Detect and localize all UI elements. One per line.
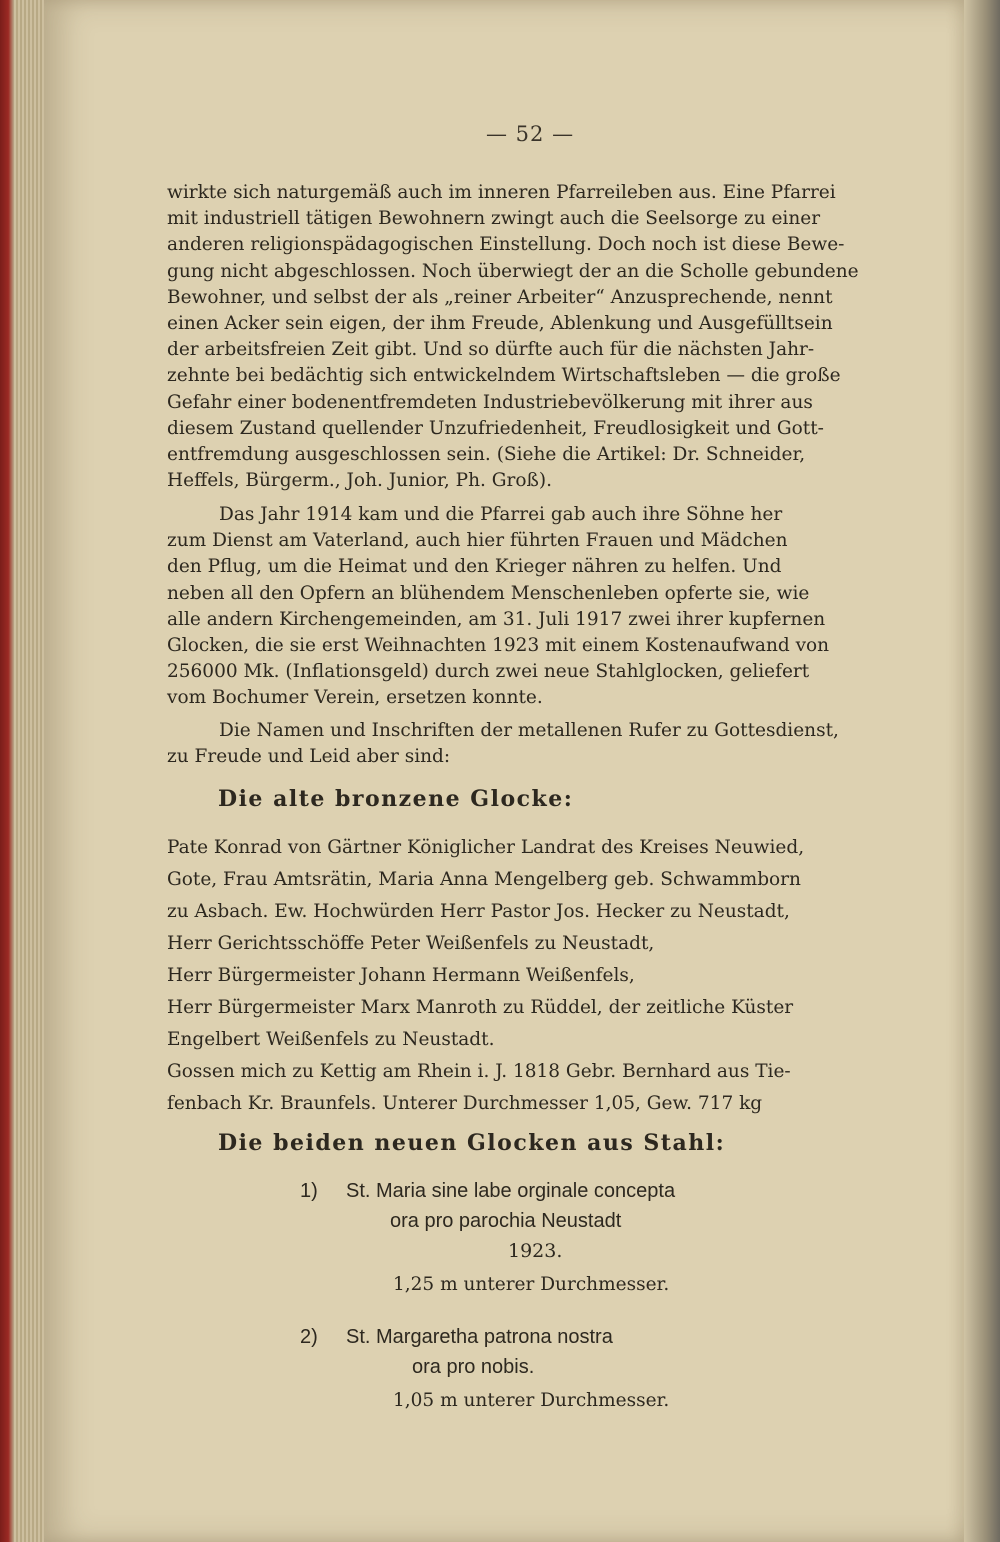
paragraph-line: der arbeitsfreien Zeit gibt. Und so dürfte auch für die nächsten Jahr- xyxy=(167,339,815,361)
bell-inscription-line: ora pro parochia Neustadt xyxy=(390,1210,622,1232)
paragraph-line: alle andern Kirchengemeinden, am 31. Juli 1917 zwei ihrer kupfernen xyxy=(167,608,826,630)
paragraph-line: wirkte sich naturgemäß auch im inneren Pfarreileben aus. Eine Pfarrei xyxy=(167,182,836,203)
paragraph-line: den Pflug, um die Heimat und den Krieger nähren zu helfen. Und xyxy=(167,556,782,578)
paragraph-line: 256000 Mk. (Inflationsgeld) durch zwei neue Stahlglocken, geliefert xyxy=(167,661,810,683)
bell-diameter: 1,05 m unterer Durchmesser. xyxy=(393,1390,670,1411)
paragraph-line: zu Freude und Leid aber sind: xyxy=(167,746,451,768)
sponsor-line: Herr Gerichtsschöffe Peter Weißenfels zu Neustadt, xyxy=(167,933,655,954)
paragraph-line: zum Dienst am Vaterland, auch hier führten Frauen und Mädchen xyxy=(167,530,788,552)
paragraph-line: neben all den Opfern an blühendem Menschenleben opferte sie, wie xyxy=(167,582,810,604)
sponsor-line: Herr Bürgermeister Marx Manroth zu Rüddel, der zeitliche Küster xyxy=(167,997,794,1018)
page-number: — 52 — xyxy=(486,122,575,146)
page-right-edge xyxy=(964,0,1000,1542)
paragraph-line: Gefahr einer bodenentfremdeten Industriebevölkerung mit ihrer aus xyxy=(167,391,813,413)
paragraph-line: Glocken, die sie erst Weihnachten 1923 mit einem Kostenaufwand von xyxy=(167,635,830,657)
paragraph-line: Die Namen und Inschriften der metallenen Rufer zu Gottesdienst, xyxy=(219,720,839,741)
paragraph-line: Bewohner, und selbst der als „reiner Arbeiter“ Anzusprechende, nennt xyxy=(167,286,833,308)
old-bell-sponsors xyxy=(167,832,905,1056)
old-bell-heading-wrap xyxy=(218,786,818,812)
bell-inscription: St. Maria sine labe orginale concepta xyxy=(346,1180,676,1202)
paragraph-line: Das Jahr 1914 kam und die Pfarrei gab auch ihre Söhne her xyxy=(219,504,783,525)
paragraph-line: anderen religionspädagogischen Einstellung. Doch noch ist diese Bewe- xyxy=(167,234,845,256)
bell-diameter: 1,25 m unterer Durchmesser. xyxy=(393,1274,670,1295)
paragraph-line: diesem Zustand quellender Unzufriedenheit, Freudlosigkeit und Gott- xyxy=(167,417,824,439)
bell-inscription-line: ora pro nobis. xyxy=(412,1356,535,1378)
bell-entry-2 xyxy=(300,1322,820,1416)
paragraph-line: mit industriell tätigen Bewohnern zwingt auch die Seelsorge zu einer xyxy=(167,208,821,230)
sponsor-line: Pate Konrad von Gärtner Königlicher Landrat des Kreises Neuwied, xyxy=(167,837,805,858)
sponsor-line: Herr Bürgermeister Johann Hermann Weißenfels, xyxy=(167,965,635,986)
bell-inscription: St. Margaretha patrona nostra xyxy=(346,1326,613,1348)
paragraph-line: Heffels, Bürgerm., Joh. Junior, Ph. Groß). xyxy=(167,470,552,492)
paragraph-1 xyxy=(167,180,905,494)
bell-number: 1) xyxy=(300,1180,318,1202)
old-bell-heading: Die alte bronzene Glocke: xyxy=(218,786,574,812)
paragraph-line: entfremdung ausgeschlossen sein. (Siehe die Artikel: Dr. Schneider, xyxy=(167,444,806,466)
casting-line: Gossen mich zu Kettig am Rhein i. J. 1818 Gebr. Bernhard aus Tie- xyxy=(167,1061,791,1082)
new-bells-heading-wrap xyxy=(218,1130,838,1156)
paragraph-line: gung nicht abgeschlossen. Noch überwiegt der an die Scholle gebundene xyxy=(167,260,859,282)
bell-inscription-line xyxy=(300,1176,820,1206)
sponsor-line: zu Asbach. Ew. Hochwürden Herr Pastor Jos. Hecker zu Neustadt, xyxy=(167,901,790,922)
paragraph-2 xyxy=(167,502,905,712)
sponsor-line: Engelbert Weißenfels zu Neustadt. xyxy=(167,1029,495,1050)
new-bells-heading: Die beiden neuen Glocken aus Stahl: xyxy=(218,1130,726,1156)
old-bell-casting xyxy=(167,1056,905,1120)
paragraph-line: zehnte bei bedächtig sich entwickelndem Wirtschaftsleben — die große xyxy=(167,365,841,387)
sponsor-line: Gote, Frau Amtsrätin, Maria Anna Mengelberg geb. Schwammborn xyxy=(167,869,801,890)
book-spine xyxy=(0,0,14,1542)
paragraph-line: vom Bochumer Verein, ersetzen konnte. xyxy=(167,687,543,709)
bell-inscription-line xyxy=(300,1322,820,1352)
paragraph-3 xyxy=(167,718,905,770)
paragraph-line: einen Acker sein eigen, der ihm Freude, Ablenkung und Ausgefülltsein xyxy=(167,313,833,335)
bell-year: 1923. xyxy=(508,1240,563,1262)
casting-line: fenbach Kr. Braunfels. Unterer Durchmesser 1,05, Gew. 717 kg xyxy=(167,1093,763,1114)
page-stack-edge xyxy=(14,0,44,1542)
bell-entry-1 xyxy=(300,1176,820,1300)
bell-number: 2) xyxy=(300,1326,318,1348)
